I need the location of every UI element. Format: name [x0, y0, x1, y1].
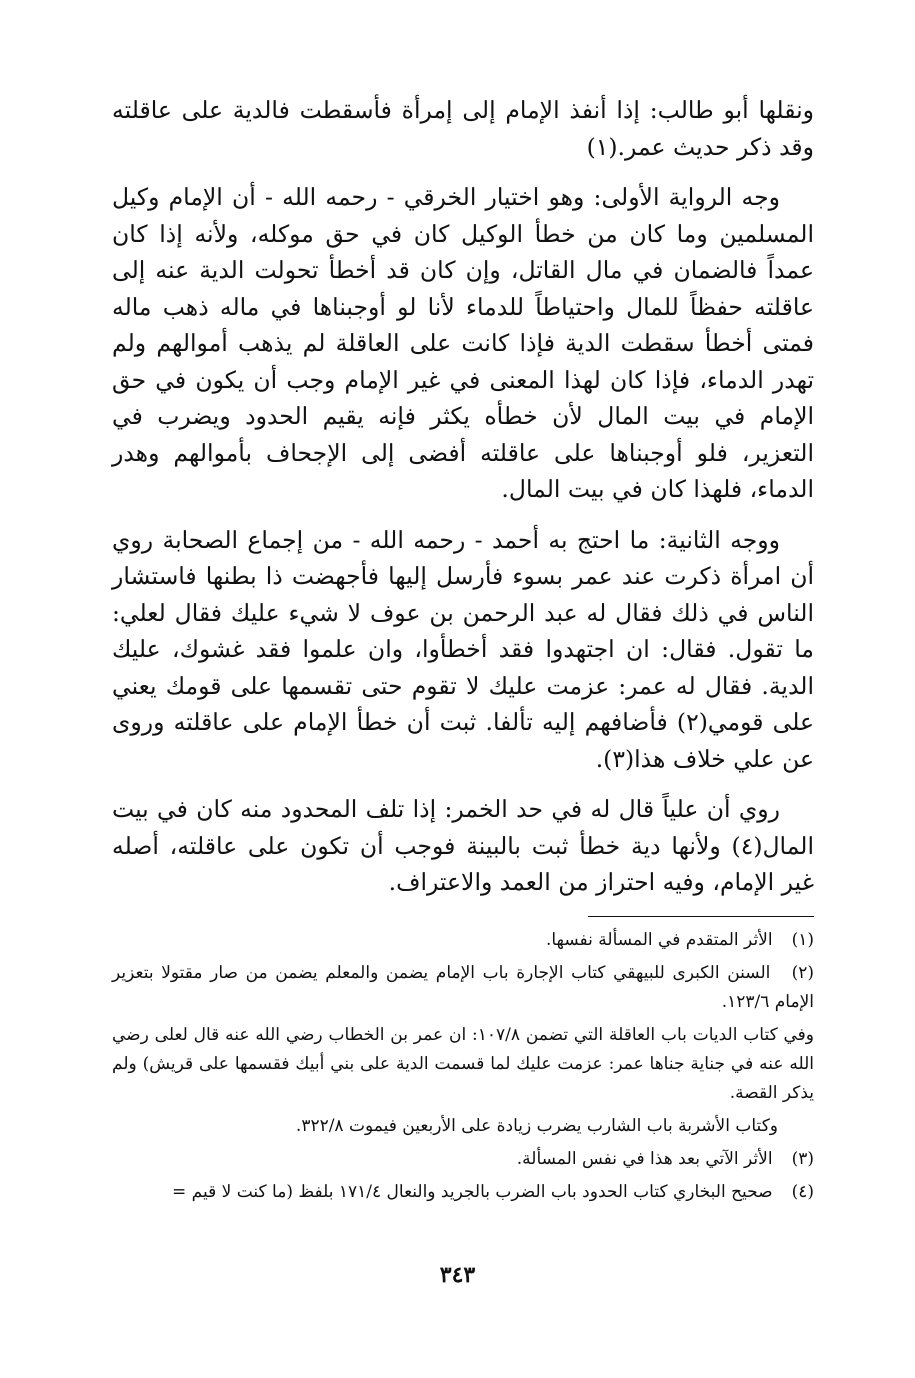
paragraph-4: روي أن علياً قال له في حد الخمر: إذا تلف المحدود منه كان في بيت المال(٤) ولأنها دية خطأ ثبت بالبينة فوجب أن تكون على عاقلته، أصله غير الإمام، وفيه احتراز من العمد والاعتراف. — [112, 795, 814, 896]
paragraph-1: ونقلها أبو طالب: إذا أنفذ الإمام إلى إمرأة فأسقطت فالدية على عاقلته وقد ذكر حديث عمر.(١) — [112, 96, 814, 161]
footnote-text: الأثر الآتي بعد هذا في نفس المسألة. — [516, 1149, 773, 1169]
footnote-text: الأثر المتقدم في المسألة نفسها. — [545, 930, 773, 950]
footnotes — [112, 926, 814, 1211]
footnote-2-continuation-2: وكتاب الأشربة باب الشارب يضرب زيادة على الأربعين فيموت ٣٢٢/٨. — [295, 1116, 778, 1136]
footnote-2-continuation-1: وفي كتاب الديات باب العاقلة التي تضمن ١٠٧/٨: ان عمر بن الخطاب رضي الله عنه قال لعلى رضي الله عنه في جناية جناها عمر: عزمت عليك لما قسمت الدية على بني أبيك فقسمها على قريش) ولم يذكر القصة. — [112, 1025, 815, 1103]
main-text — [112, 92, 814, 901]
footnote-2 — [112, 959, 814, 1017]
footnote-text: صحيح البخاري كتاب الحدود باب الضرب بالجريد والنعال ١٧١/٤ بلفظ (ما كنت لا قيم = — [172, 1182, 773, 1202]
footnote-divider — [588, 916, 814, 917]
paragraph-3: ووجه الثانية: ما احتج به أحمد - رحمه الله - من إجماع الصحابة روي أن امرأة ذكرت عند عمر بسوء فأرسل إليها فأجهضت ذا بطنها فاستشار الناس في ذلك فقال له عبد الرحمن بن عوف لا شيء عليك فقال لعلي: ما تقول. فقال: ان اجتهدوا فقد أخطأوا، وان علموا فقد غشوك، عليك الدية. فقال له عمر: عزمت عليك لا تقوم حتى تقسمها على قومك يعني على قومي(٢) فأضافهم إليه تألفا. ثبت أن خطأ الإمام على عاقلته وروى عن علي خلاف هذا(٣). — [112, 525, 814, 773]
footnote-number: (١) — [791, 930, 814, 950]
footnote-number: (٤) — [791, 1182, 814, 1202]
footnote-1 — [112, 926, 814, 955]
paragraph-2: وجه الرواية الأولى: وهو اختيار الخرقي - رحمه الله - أن الإمام وكيل المسلمين وما كان من خطأ الوكيل كان في حق موكله، ولأنه إذا كان عمداً فالضمان في مال القاتل، وإن كان قد أخطأ تحولت الدية عنه إلى عاقلته حفظاً للمال واحتياطاً للدماء لأنا لو أوجبناها في ماله ذهب ماله فمتى أخطأ سقطت الدية فإذا كانت على العاقلة لم يذهب أموالهم ولم تهدر الدماء، فإذا كان لهذا المعنى في غير الإمام وجب أن يكون في حق الإمام في بيت المال لأن خطأه يكثر فإنه يقيم الحدود ويضرب في التعزير، فلو أوجبناها على عاقلته أفضى إلى الإجحاف بأموالهم وهدر الدماء، فلهذا كان في بيت المال. — [112, 183, 814, 503]
footnote-3 — [112, 1145, 814, 1174]
page-number: ٣٤٣ — [439, 1262, 476, 1288]
footnote-number: (٣) — [791, 1149, 814, 1169]
footnote-number: (٢) — [791, 963, 815, 983]
footnote-4 — [112, 1178, 814, 1207]
footnote-text: السنن الكبرى للبيهقي كتاب الإجارة باب الإمام يضمن والمعلم يضمن من صار مقتولا بتعزير الإمام ١٢٣/٦. — [112, 963, 814, 1012]
